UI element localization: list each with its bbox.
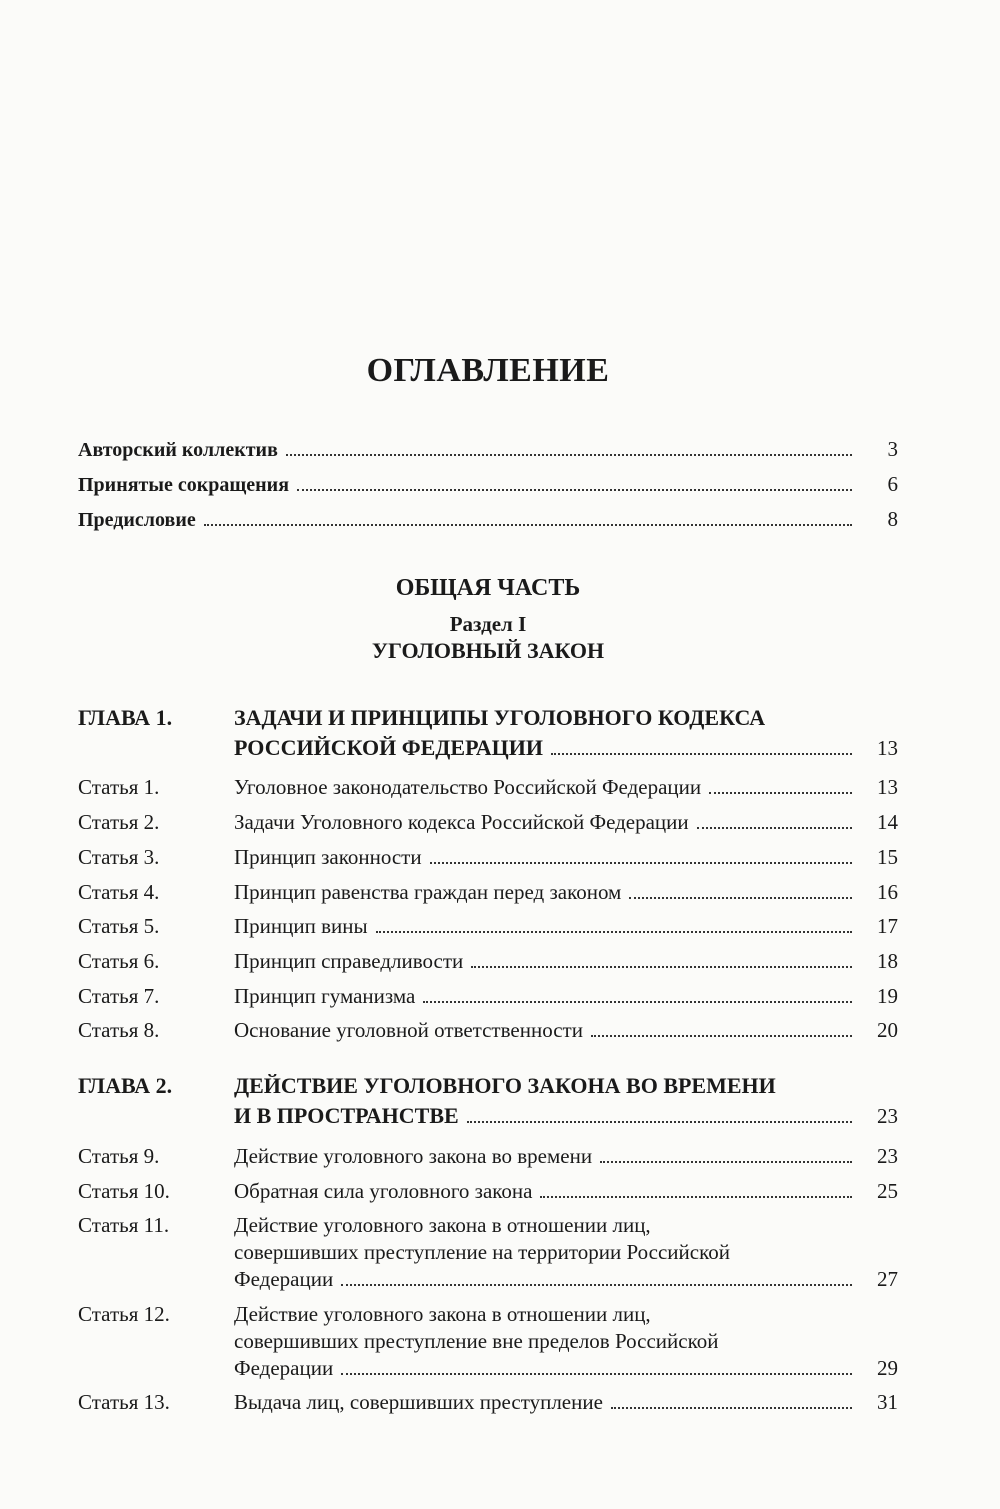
article-title: Принцип гуманизма xyxy=(234,984,416,1008)
article-label: Статья 11. xyxy=(78,1213,170,1237)
article-page: 15 xyxy=(877,845,898,869)
leader-dots xyxy=(341,1284,852,1286)
leader-dots xyxy=(467,1121,852,1123)
article-label: Статья 9. xyxy=(78,1144,160,1168)
chapter-label: ГЛАВА 1. xyxy=(78,705,173,730)
article-title: Принцип равенства граждан перед законом xyxy=(234,880,622,904)
article-title: Действие уголовного закона во времени xyxy=(234,1144,593,1168)
entry-page: 6 xyxy=(887,472,898,496)
article-page: 31 xyxy=(877,1390,898,1414)
leader-dots xyxy=(471,966,852,968)
article-page: 13 xyxy=(877,775,898,799)
article-page: 23 xyxy=(877,1144,898,1168)
leader-dots xyxy=(376,931,852,933)
article-page: 29 xyxy=(877,1356,898,1380)
leader-dots xyxy=(430,862,852,864)
article-title-line2: совершивших преступление вне пределов Российской xyxy=(234,1329,719,1353)
leader-dots xyxy=(697,827,852,829)
article-label: Статья 1. xyxy=(78,775,160,799)
article-page: 16 xyxy=(877,880,898,904)
leader-dots xyxy=(551,753,852,755)
chapter-title-line2: И В ПРОСТРАНСТВЕ xyxy=(234,1103,459,1128)
article-page: 25 xyxy=(877,1179,898,1203)
leader-dots xyxy=(286,454,852,456)
article-label: Статья 10. xyxy=(78,1179,170,1203)
entry-label: Принятые сокращения xyxy=(78,474,290,496)
article-page: 18 xyxy=(877,949,898,973)
section-title: УГОЛОВНЫЙ ЗАКОН xyxy=(371,638,605,663)
leader-dots xyxy=(204,524,852,526)
chapter-label: ГЛАВА 2. xyxy=(78,1073,173,1098)
article-title: Задачи Уголовного кодекса Российской Федерации xyxy=(234,810,689,834)
section-number: Раздел I xyxy=(449,612,527,636)
leader-dots xyxy=(629,897,852,899)
leader-dots xyxy=(709,792,852,794)
article-title-line3: Федерации xyxy=(234,1356,334,1380)
article-label: Статья 13. xyxy=(78,1390,170,1414)
entry-page: 8 xyxy=(887,507,898,531)
leader-dots xyxy=(423,1001,852,1003)
toc-entry-abbreviations[interactable] xyxy=(78,472,898,497)
article-label: Статья 2. xyxy=(78,810,160,834)
article-title: Принцип справедливости xyxy=(234,949,464,973)
article-label: Статья 6. xyxy=(78,949,160,973)
article-page: 14 xyxy=(877,810,898,834)
article-page: 17 xyxy=(877,914,898,938)
article-title: Принцип законности xyxy=(234,845,422,869)
article-label: Статья 5. xyxy=(78,914,160,938)
article-label: Статья 8. xyxy=(78,1018,160,1042)
page-title: ОГЛАВЛЕНИЕ xyxy=(366,352,610,389)
chapter-page: 13 xyxy=(877,736,898,760)
entry-page: 3 xyxy=(887,437,898,461)
leader-dots xyxy=(341,1373,852,1375)
leader-dots xyxy=(297,489,852,491)
article-title-line3: Федерации xyxy=(234,1267,334,1291)
entry-label: Авторский коллектив xyxy=(78,439,278,461)
article-title-line1: Действие уголовного закона в отношении лиц, xyxy=(234,1213,651,1237)
part-heading: ОБЩАЯ ЧАСТЬ xyxy=(395,575,581,601)
entry-label: Предисловие xyxy=(78,509,196,531)
chapter-title-line1: ЗАДАЧИ И ПРИНЦИПЫ УГОЛОВНОГО КОДЕКСА xyxy=(234,705,766,730)
article-title: Принцип вины xyxy=(234,914,368,938)
toc-page xyxy=(78,0,898,1509)
article-label: Статья 4. xyxy=(78,880,160,904)
article-title: Выдача лиц, совершивших преступление xyxy=(234,1390,603,1414)
article-title: Уголовное законодательство Российской Федерации xyxy=(234,775,702,799)
article-page: 27 xyxy=(877,1267,898,1291)
chapter-page: 23 xyxy=(877,1104,898,1128)
article-page: 20 xyxy=(877,1018,898,1042)
article-label: Статья 12. xyxy=(78,1302,170,1326)
article-label: Статья 3. xyxy=(78,845,160,869)
toc-entry-preface[interactable] xyxy=(78,507,898,532)
article-label: Статья 7. xyxy=(78,984,160,1008)
chapter-title-line1: ДЕЙСТВИЕ УГОЛОВНОГО ЗАКОНА ВО ВРЕМЕНИ xyxy=(234,1073,776,1098)
toc-entry-authors[interactable] xyxy=(78,437,898,462)
article-title: Обратная сила уголовного закона xyxy=(234,1179,533,1203)
article-title-line1: Действие уголовного закона в отношении лиц, xyxy=(234,1302,651,1326)
chapter-title-line2: РОССИЙСКОЙ ФЕДЕРАЦИИ xyxy=(234,735,543,760)
leader-dots xyxy=(591,1035,852,1037)
article-title: Основание уголовной ответственности xyxy=(234,1018,583,1042)
leader-dots xyxy=(540,1196,852,1198)
leader-dots xyxy=(600,1161,852,1163)
leader-dots xyxy=(611,1407,852,1409)
article-title-line2: совершивших преступление на территории Российской xyxy=(234,1240,730,1264)
article-page: 19 xyxy=(877,984,898,1008)
